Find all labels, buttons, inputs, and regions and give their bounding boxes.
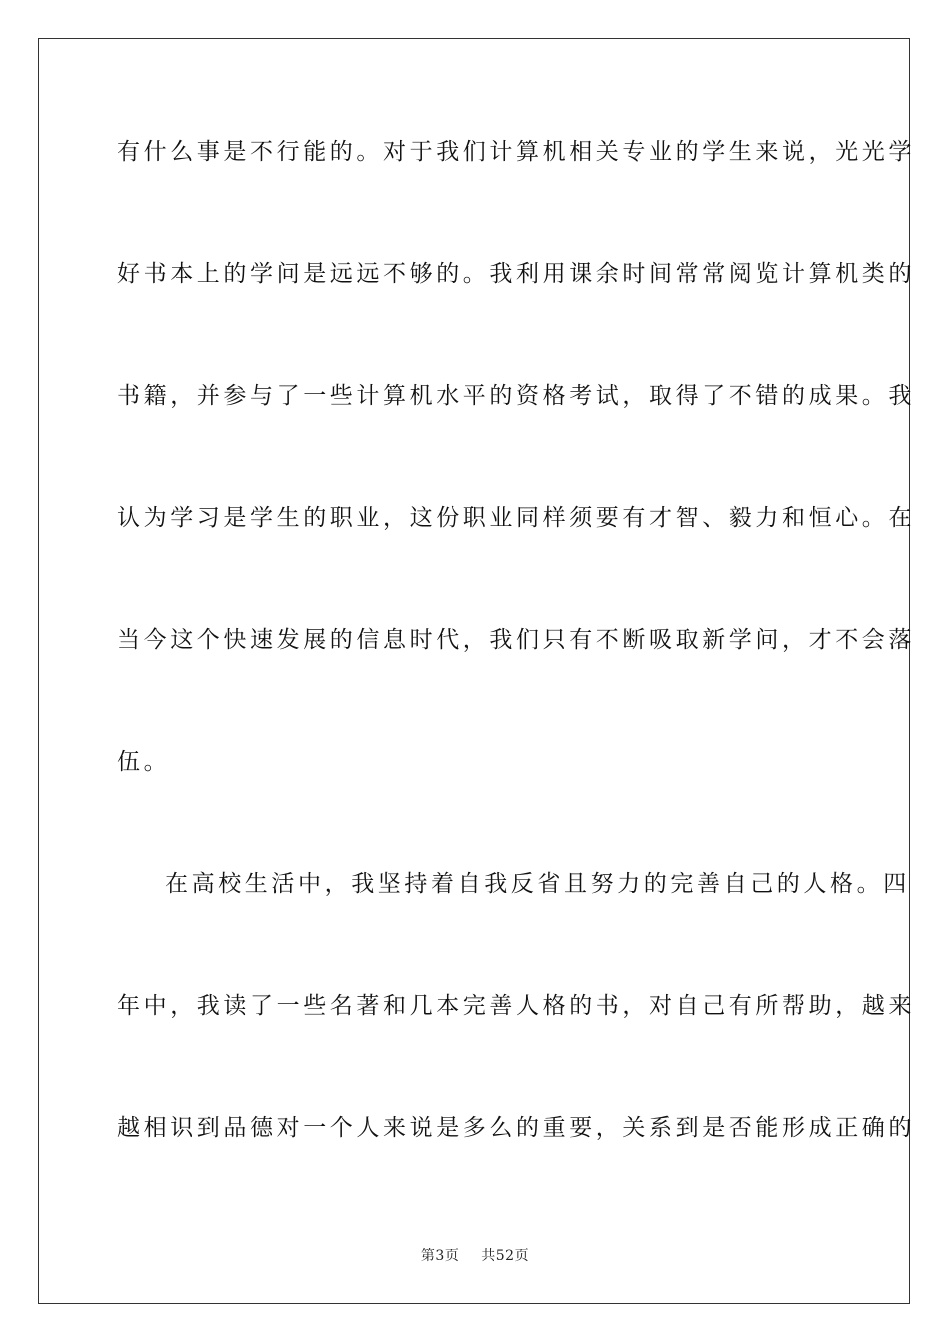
text-line: 书籍，并参与了一些计算机水平的资格考试，取得了不错的成果。我	[117, 383, 915, 409]
total-pages: 共52页	[481, 1248, 530, 1264]
document-body	[117, 128, 915, 1226]
text-line: 越相识到品德对一个人来说是多么的重要，关系到是否能形成正确的	[117, 1115, 915, 1141]
text-line: 认为学习是学生的职业，这份职业同样须要有才智、毅力和恒心。在	[117, 505, 915, 531]
text-line: 年中，我读了一些名著和几本完善人格的书，对自己有所帮助，越来	[117, 993, 915, 1019]
page-number: 第3页	[420, 1248, 460, 1264]
text-line: 有什么事是不行能的。对于我们计算机相关专业的学生来说，光光学	[117, 139, 915, 165]
text-line: 好书本上的学问是远远不够的。我利用课余时间常常阅览计算机类的	[117, 261, 915, 287]
page-footer	[0, 1245, 950, 1265]
text-line: 伍。	[117, 749, 171, 775]
text-line: 当今这个快速发展的信息时代，我们只有不断吸取新学问，才不会落	[117, 627, 915, 653]
paragraph-start-line: 在高校生活中，我坚持着自我反省且努力的完善自己的人格。四	[165, 871, 910, 897]
